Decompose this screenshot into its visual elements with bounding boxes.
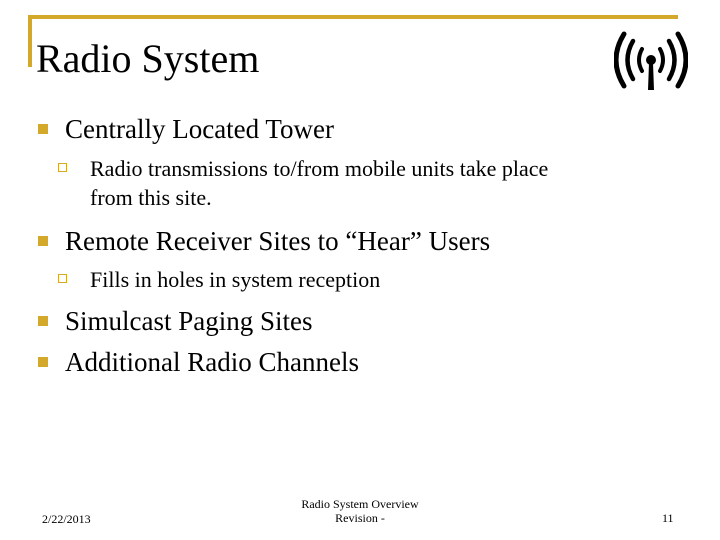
sub-bullet-text: Fills in holes in system reception <box>90 267 381 292</box>
title-frame-left-rule <box>28 15 32 67</box>
footer-center-text <box>290 497 430 525</box>
sub-bullet-text <box>90 154 548 212</box>
footer-revision: Revision - <box>335 511 385 525</box>
square-bullet-icon <box>38 357 48 367</box>
bullet-text: Simulcast Paging Sites <box>65 306 313 336</box>
hollow-square-bullet-icon <box>58 163 67 172</box>
bullet-text: Additional Radio Channels <box>65 347 359 377</box>
sub-bullet-line-1: Radio transmissions to/from mobile units take place <box>90 156 549 181</box>
page-number: 11 <box>662 511 674 525</box>
footer-title: Radio System Overview <box>301 497 419 511</box>
radio-tower-icon <box>614 30 688 92</box>
square-bullet-icon <box>38 316 48 326</box>
title-frame-top-rule <box>28 15 678 19</box>
bullet-text: Centrally Located Tower <box>65 114 335 144</box>
footer-date: 2/22/2013 <box>42 512 91 526</box>
bullet-text: Remote Receiver Sites to “Hear” Users <box>65 226 491 256</box>
hollow-square-bullet-icon <box>58 274 67 283</box>
sub-bullet-line-2: from this site. <box>90 185 212 210</box>
square-bullet-icon <box>38 124 48 134</box>
square-bullet-icon <box>38 236 48 246</box>
slide-title: Radio System <box>36 36 260 81</box>
